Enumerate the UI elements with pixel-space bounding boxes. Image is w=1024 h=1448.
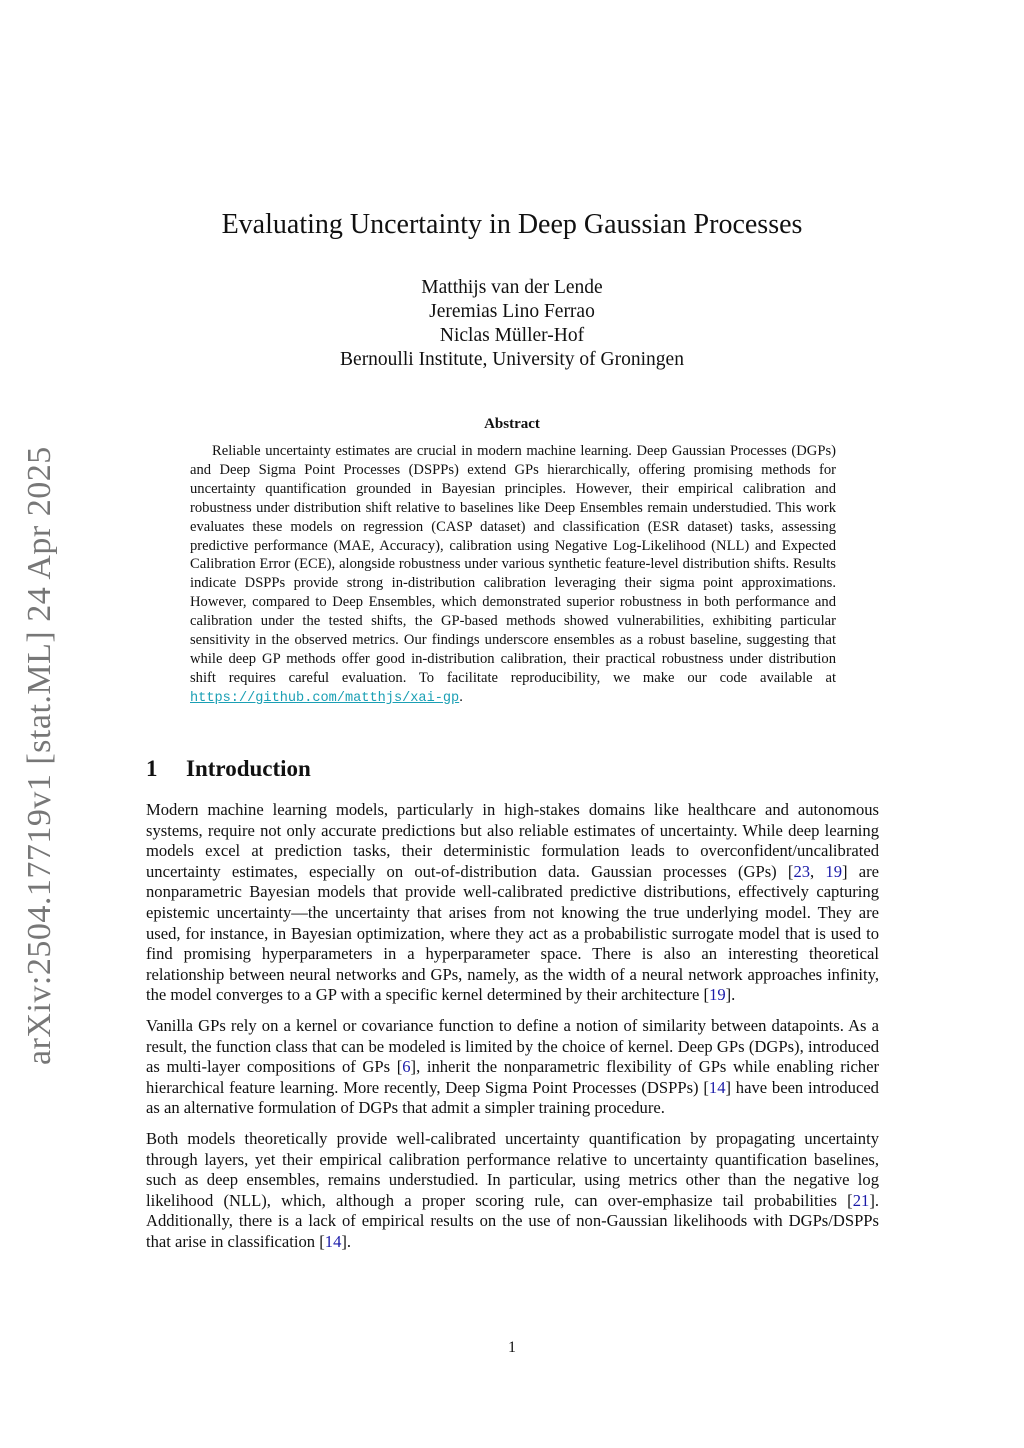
code-repository-link[interactable]: https://github.com/matthjs/xai-gp [190, 690, 460, 706]
section-number: 1 [146, 756, 158, 781]
paragraph [146, 800, 879, 1006]
citation-link[interactable]: 14 [324, 1231, 342, 1251]
paragraph-text: ], inherit the nonparametric flexibility of GPs while enabling richer hierarchical feature learning. More recently, Deep Sigma Point Processes (DSPPs) [ [146, 1057, 879, 1097]
section-title: Introduction [186, 756, 311, 781]
introduction-body [146, 800, 879, 1262]
abstract-end-punctuation: . [459, 688, 463, 705]
citation-link[interactable]: 19 [709, 985, 726, 1005]
abstract-body-text: Reliable uncertainty estimates are crucial in modern machine learning. Deep Gaussian Processes (DGPs) and Deep Sigma Point Processes (DSPPs) extend GPs hierarchically, offering promising methods for uncertainty quantification grounded in Bayesian principles. However, their empirical calibration and robustness under distribution shift relative to baselines like Deep Ensembles remain understudied. This work evaluates these models on regression (CASP dataset) and classification (ESR dataset) tasks, assessing predictive performance (MAE, Accuracy), calibration using Negative Log-Likelihood (NLL) and Expected Calibration Error (ECE), alongside robustness under various synthetic feature-level distribution shifts. Results indicate DSPPs provide strong in-distribution calibration leveraging their sigma point approximations. However, compared to Deep Ensembles, which demonstrated superior robustness in both performance and calibration under the tested shifts, the GP-based methods showed vulnerabilities, exhibiting particular sensitivity in the observed metrics. Our findings underscore ensembles as a robust baseline, suggesting that while deep GP methods offer good in-distribution calibration, their practical robustness under distribution shift requires careful evaluation. To facilitate reproducibility, we make our code available at [190, 443, 836, 686]
paragraph-text: ]. [725, 985, 736, 1005]
citation-link[interactable]: 23 [793, 861, 811, 881]
abstract-heading: Abstract [484, 416, 540, 432]
arxiv-identifier-stamp: arXiv:2504.17719v1 [stat.ML] 24 Apr 2025 [21, 446, 58, 1065]
paragraph-text: ]. [341, 1231, 352, 1251]
citation-separator: , [810, 861, 826, 881]
paper-title: Evaluating Uncertainty in Deep Gaussian Processes [221, 209, 803, 240]
paragraph [146, 1016, 879, 1119]
author-name: Jeremias Lino Ferrao [429, 301, 595, 322]
citation-link[interactable]: 6 [402, 1057, 411, 1077]
author-affiliation: Bernoulli Institute, University of Groningen [340, 349, 684, 370]
paragraph-text: Both models theoretically provide well-calibrated uncertainty quantification by propagating uncertainty through layers, yet their empirical calibration performance relative to uncertainty quantification baselines, such as deep ensembles, remains understudied. In particular, using metrics other than the negative log likelihood (NLL), which, although a proper scoring rule, can over-emphasize tail probabilities [ [146, 1128, 879, 1210]
author-block [0, 276, 1024, 372]
citation-link[interactable]: 21 [852, 1190, 870, 1210]
abstract-text [190, 442, 836, 709]
author-name: Matthijs van der Lende [421, 277, 603, 298]
citation-link[interactable]: 14 [708, 1077, 726, 1097]
citation-link[interactable]: 19 [825, 861, 842, 881]
author-name: Niclas Müller-Hof [439, 325, 585, 346]
section-heading-introduction [146, 754, 311, 784]
paragraph-text: ] have been introduced as an alternative formulation of DGPs that admit a simpler training procedure. [146, 1077, 879, 1118]
paragraph-text: Vanilla GPs rely on a kernel or covariance function to define a notion of similarity between datapoints. As a result, the function class that can be modeled is limited by the choice of kernel. Deep GPs (DGPs), introduced as multi-layer compositions of GPs [ [146, 1015, 879, 1077]
paragraph-text: ]. Additionally, there is a lack of empirical results on the use of non-Gaussian likelihoods with DGPs/DSPPs that arise in classification [ [146, 1190, 879, 1251]
page-number: 1 [508, 1339, 516, 1356]
paragraph [146, 1129, 879, 1253]
paragraph-text: Modern machine learning models, particularly in high-stakes domains like healthcare and autonomous systems, require not only accurate predictions but also reliable estimates of uncertainty. While deep learning models excel at prediction tasks, their deterministic formulation leads to overconfident/uncalibrated uncertainty estimates, especially on out-of-distribution data. Gaussian processes (GPs) [ [146, 800, 879, 881]
paragraph-text: ] are nonparametric Bayesian models that provide well-calibrated predictive distributions, effectively capturing epistemic uncertainty—the uncertainty that arises from not knowing the true underlying model. They are used, for instance, in Bayesian optimization, where they act as a probabilistic surrogate model that is used to find promising hyperparameters in a hyperparameter space. There is also an interesting theoretical relationship between neural networks and GPs, namely, as the width of a neural network approaches infinity, the model converges to a GP with a specific kernel determined by their architecture [ [146, 861, 879, 1005]
